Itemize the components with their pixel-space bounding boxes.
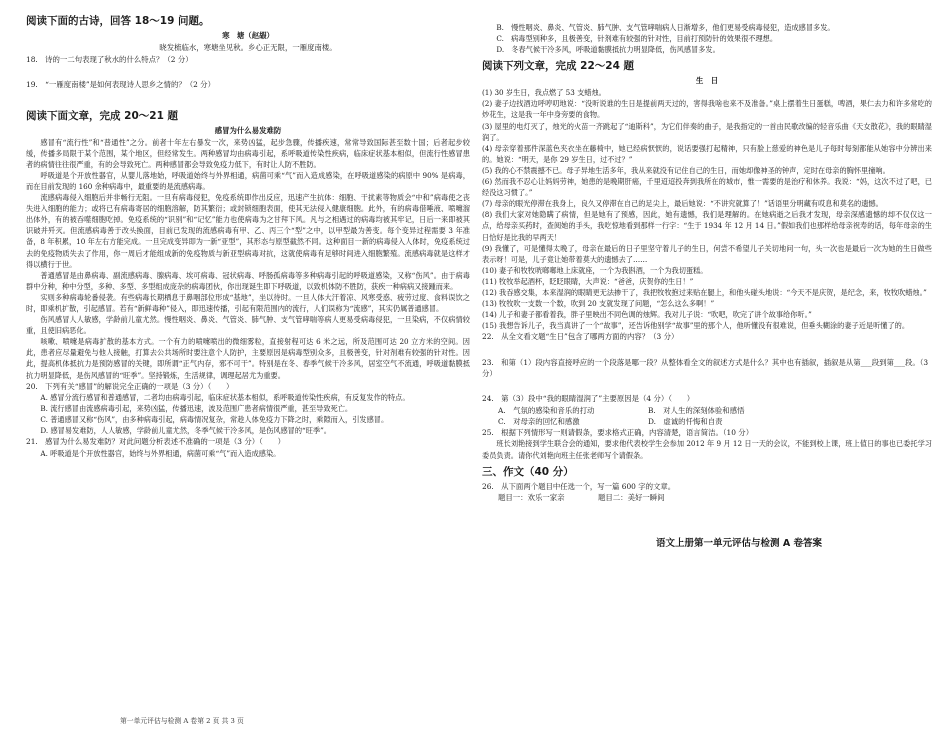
poem-title: 寒 塘（赵嘏） — [222, 31, 274, 40]
question-21-option-a: A. 呼吸道是个开放性器官，始终与外界相通，病菌可乘“气”而入造成感染。 — [40, 448, 281, 458]
question-24-option-a: A. 气氛的感染和音乐的打动 — [498, 405, 595, 415]
story-paragraph: (2) 妻子边找酒边呼哼叨地说：“没听说谁的生日是提前两天过的，害得我啥也来不及准备。”桌上摆着生日蛋糕，啤酒，果仁去力和许多常吃的炒花生，这是我一年中身旁要的食物。 — [482, 99, 932, 120]
left-column — [26, 0, 470, 731]
article-title: 感冒为什么易发难防 — [214, 125, 282, 135]
story-paragraph: (9) 我懂了，可是懂得太晚了，母亲在最后的日子里坚守着儿子的生日，何尝不希望儿子关切地问一句，头一次也是最后一次为她的生日做些表示呀！可是，儿子竟让她带着莫大的遗憾去了…… — [482, 243, 932, 264]
question-24: 24. 第（3）段中“我的眼睛湿润了”主要原因是（4 分）（ ） — [482, 394, 695, 404]
story-paragraph: (5) 我的心不禁震撼不已。母子异地生活多年，我从来就没有记住自己的生日，而她却像神圣的钟声，定时在母亲的胸怀里撞响。 — [482, 165, 890, 175]
story-paragraph: (4) 母亲穿着那件深蓝色夹衣坐在藤椅中，她已经病恹恹的，说话要强打起精神，只有脸上慈爱的神色是儿子每时每刻都能从她容中分辨出来的。她说：“明天，是你 29 岁生日，过不过？” — [482, 143, 932, 164]
answer-key-title: 语文上册第一单元评估与检测 A 卷答案 — [656, 538, 822, 550]
essay-topic-2: 题目二：美好一瞬间 — [598, 492, 665, 502]
question-25: 25. 根据下列情形写一则请假条，要求格式正确，内容清楚，语言简洁。（10 分） — [482, 428, 754, 438]
section-heading-article: 阅读下面文章，完成 20～21 题 — [26, 109, 179, 122]
article-paragraph: 呼吸道是个开放性器官，从婴儿落地始，呼吸道始终与外界相通，病菌可乘“气”而入造成感染，在呼吸道感染的病原中 90% 是病毒，而在目前发现的 160 余种病毒中，最重要的是流感病毒。 — [26, 170, 470, 191]
question-24-options-row-1 — [482, 405, 932, 416]
section-heading-essay: 三、作文（40 分） — [482, 465, 574, 478]
question-20-option-d: D. 感冒易发难防，人人敏感，学龄前儿童尤然，冬季气候干冷多风，是伤风感冒的“旺季”。 — [40, 426, 331, 436]
question-24-option-c: C. 对母亲的回忆和感激 — [498, 416, 580, 426]
story-paragraph: (12) 我吞感交集，本来湿润的眼睛更无法掺干了，我把牧牧抱过来贴在腿上，和他头碰头地说：“今天不是庆贺，是纪念，来，牧牧吹蜡烛。” — [482, 287, 927, 297]
essay-topic-1: 题目一：欢乐一家亲 — [498, 492, 565, 502]
story-title: 生 日 — [695, 76, 719, 86]
question-25-body: 班长刘艳接到学生联合会的通知，要求他代表校学生会参加 2012 年 9 月 12 日一天的会议，不能到校上课，班上值日的事也已委托学习委员负责。请你代刘艳向班主任张老师写个请假条。 — [482, 439, 932, 460]
question-18: 18. 诗的一二句表现了秋水的什么特点？（2 分） — [26, 55, 193, 64]
question-22: 22. 从全文看文题“生日”包含了哪两方面的内容？（3 分） — [482, 332, 679, 342]
question-20-option-b: B. 流行感冒由流感病毒引起，来势凶猛，传播迅速，波及范围广患者病情很严重，甚至导致死亡。 — [40, 404, 353, 414]
section-heading-story: 阅读下列文章，完成 22～24 题 — [482, 60, 635, 73]
story-paragraph: (10) 妻子和牧牧咣啷啷地上床就座，一个为我斟酒，一个为我切蛋糕。 — [482, 265, 708, 275]
story-paragraph: (6) 然而我不忍心让妈妈劳神，她患的是晚期肝癌，千里迢迢投奔到我所在的城市，惟一需要的是治疗和休养。我说：“妈，这次不过了吧，已经没这习惯了。” — [482, 177, 932, 198]
story-paragraph: (8) 我们大家对她隐瞒了病情，但是她有了预感，因此，她有遗憾，我们是理解的。在她病逝之后我才发现，母亲深感遗憾的却不仅仅这一点，给母亲买药时，查阅她的手头，我吃惊地看到那样一行字：“生于 1934 年 12 月 14 日。”假如我们也那样给母亲祝寿的话，每年母亲的生日恰好是比我的早两天！ — [482, 210, 932, 242]
story-paragraph: (3) 屋里的电灯灭了，烛光的火苗一齐跳起了“迪斯科”，为它们伴奏的曲子，是我指定的一首由民歌改编的轻音乐曲《天女散花》，我的眼睛湿润了。 — [482, 121, 932, 142]
question-21-option-d: D. 冬春气候干冷多风，呼吸道黏膜抵抗力明显降低，伤风感冒多发。 — [496, 45, 720, 55]
story-paragraph: (14) 儿子和妻子都看着我，胖子里映出不同色调的烛辉。我对儿子说：“吹吧，吹完了讲个故事给你听。” — [482, 310, 812, 320]
question-24-option-d: D. 虚诚的忏悔和自责 — [648, 416, 723, 426]
poem-body: 晓发梳临水，寒塘坐见秋。乡心正无限，一雁度南楼。 — [159, 43, 337, 52]
article-paragraph: 感冒有“流行性”和“普通性”之分。前者十年左右暴发一次，来势凶猛，起步急骤，传播疾速，常常导致国际甚至数十国；后者起步较缓，传播多局限于某个范围，某个地区，但经常发生。两种感冒均由病毒引起，系呼吸道传染性疾病，临床症状基本相似，但流行性感冒患者的病情往往很严重，有的会导致死亡。两种感冒都会导致免疫力低下，有时让人防不胜防。 — [26, 137, 470, 169]
essay-topics — [482, 492, 932, 503]
story-paragraph: (13) 牧牧吹一支数一个数，吹到 20 支就发现了问题，“怎么这么多啊！” — [482, 299, 715, 309]
question-26: 26. 从下面两个题目中任选一个，写一篇 600 字的文章。 — [482, 481, 676, 491]
page-footer: 第一单元评估与检测 A 卷第 2 页 共 3 页 — [120, 717, 244, 725]
article-paragraph: 普通感冒是由鼻病毒、副流感病毒、腺病毒、埃可病毒、冠状病毒、呼肠孤病毒等多种病毒引起的呼吸道感染，又称“伤风”。由于病毒群中分种，种中分型，多种、多型、多型组成庞杂的病毒团伙，你出现诞生即下呼吸道，以致机体防不胜防，获疾一种病病又接踵而来。 — [26, 270, 470, 291]
story-paragraph: (1) 30 岁生日，我点燃了 53 支蜡烛。 — [482, 88, 606, 98]
article-paragraph: 咳嗽、喷嚏是病毒扩散的基本方式。一个有力的喷嚏喷出的微细雾粒，直接射程可达 6 米之远，所及范围可达 20 立方米的空间。因此，患者应尽量避免与他人接触，打算去公共场所时要注意个人防护，主要原因是病毒型别众多，且极善变，针对剂难有较强的针对性。因此，提高机体抵抗力是预防感冒的关键，即所谓“正气内存，邪不可干”。特别是在冬、春季气候干冷多风，居室空气不流通，呼吸道黏膜抵抗力明显降低，是伤风感冒的“旺季”。坚持锻炼，生活规律，调理起居尤为重要。 — [26, 337, 470, 380]
question-21-option-b: B. 慢性咽炎、鼻炎、气管炎、肺气肿、支气管哮喘病人日渐增多，他们更易受病毒侵犯，造成感冒多发。 — [496, 23, 835, 32]
question-21: 21. 感冒为什么易发难防？对此问题分析表述不准确的一项是（3 分）（ ） — [26, 437, 285, 447]
article-paragraph: 实则多种病毒轮番侵袭。有些病毒长期栖息于鼻咽部位形成“基地”，坐以待时。一旦人体大汗着凉、风寒受惑、疲劳过度、食料误饮之时，即乘机扩散，引起感冒。若有“新鲜毒种”侵入，即迅速传播，引起有限范围内的流行，人们误称为“流感”，其实仍属普通感冒。 — [26, 292, 470, 313]
article-paragraph: 流感病毒侵入细胞后并非畅行无阻。一旦有病毒侵犯，免疫系统即作出反应，迅速产生抗体：细胞、干扰素等物质会“中和”病毒使之丧失进入细胞的能力；或将已有病毒寄居的细胞溶解，防其繁衍；或封锁细胞表面，使其无法侵入健康细胞。此外，有的病毒借唾液、喷嚏溜出体外，有的被吞噬细胞吃掉。免疫系统的“识别”和“记忆”能力也使病毒为之甘拜下风。凡与之相遇过的病毒均被其牢记，日后一来即被其识破并歼灭。但流感病毒善于改头换面，目前已发现的流感病毒有甲、乙、丙三个“型”之中，以甲型最为善变。每个变异过程需要 3 年准备，8 年积累，10 年左右方能完成。一旦完成变异即为一新“亚型”，其形态与原型截然不同。这种面目一新的病毒侵入人体时，免疫系统过去的免疫物质失去了作用，你一周后才能组成新的免疫物质与新亚型病毒对抗，这就使病毒有足够时间进入细胞繁殖。流感病毒就是这样才得以横行于世。 — [26, 193, 470, 269]
story-paragraph: (15) 我想告诉儿子，我当真讲了一个“故事”，还告诉他别学“故事”里的那个人，他听懂没有很难说，但垂头糊涂的妻子近是听懂了的。 — [482, 321, 910, 331]
story-paragraph: (7) 母亲的眼光停滞在我身上，良久又停滞在自己的足尖上，最后她说：“不讲究就算了！”话语里分明藏有哎息和莫名的遗憾。 — [482, 199, 883, 209]
story-paragraph: (11) 牧牧举起酒杯，眨眨眼睛，大声说：“爸爸，庆贺你的生日！” — [482, 276, 694, 286]
question-20-option-a: A. 感冒分流行感冒和普通感冒，二者均由病毒引起，临床症状基本相似，系呼吸道传染性疾病，有反复发作的特点。 — [40, 392, 410, 402]
question-20-option-c: C. 普通感冒又称“伤风”，由多种病毒引起，病毒情况复杂，常趁人体免疫力下降之时，乘隙而入，引发感冒。 — [40, 415, 389, 425]
article-paragraph: 伤风感冒人人敏感，学龄前儿童尤然。慢性咽炎、鼻炎、气管炎、肺气肿、支气管哮喘等病人更易受病毒侵犯，一旦染病，不仅病情较重，且使旧病恶化。 — [26, 315, 470, 336]
question-24-option-b: B. 对人生的深刻体验和感悟 — [648, 405, 745, 415]
question-19: 19. “一雁度南楼”是如何表现诗人思乡之情的？（2 分） — [26, 80, 215, 90]
question-21-option-c: C. 病毒型别种多，且极善变，针剂难有较强的针对性，目前打预防针的效果很不理想。 — [496, 34, 778, 44]
right-column — [482, 0, 932, 731]
section-heading-poem: 阅读下面的古诗，回答 18～19 问题。 — [26, 15, 210, 27]
question-20: 20. 下列有关“感冒”的解说完全正确的一项是（3 分）（ ） — [26, 381, 234, 391]
question-23: 23. 和第（1）段内容直接呼应的一个段落是哪一段？从整体看全文的叙述方式是什么？其中也有插叙，插叙是从第___段到第___段。（3 分） — [482, 357, 929, 378]
question-24-options-row-2 — [482, 416, 932, 427]
